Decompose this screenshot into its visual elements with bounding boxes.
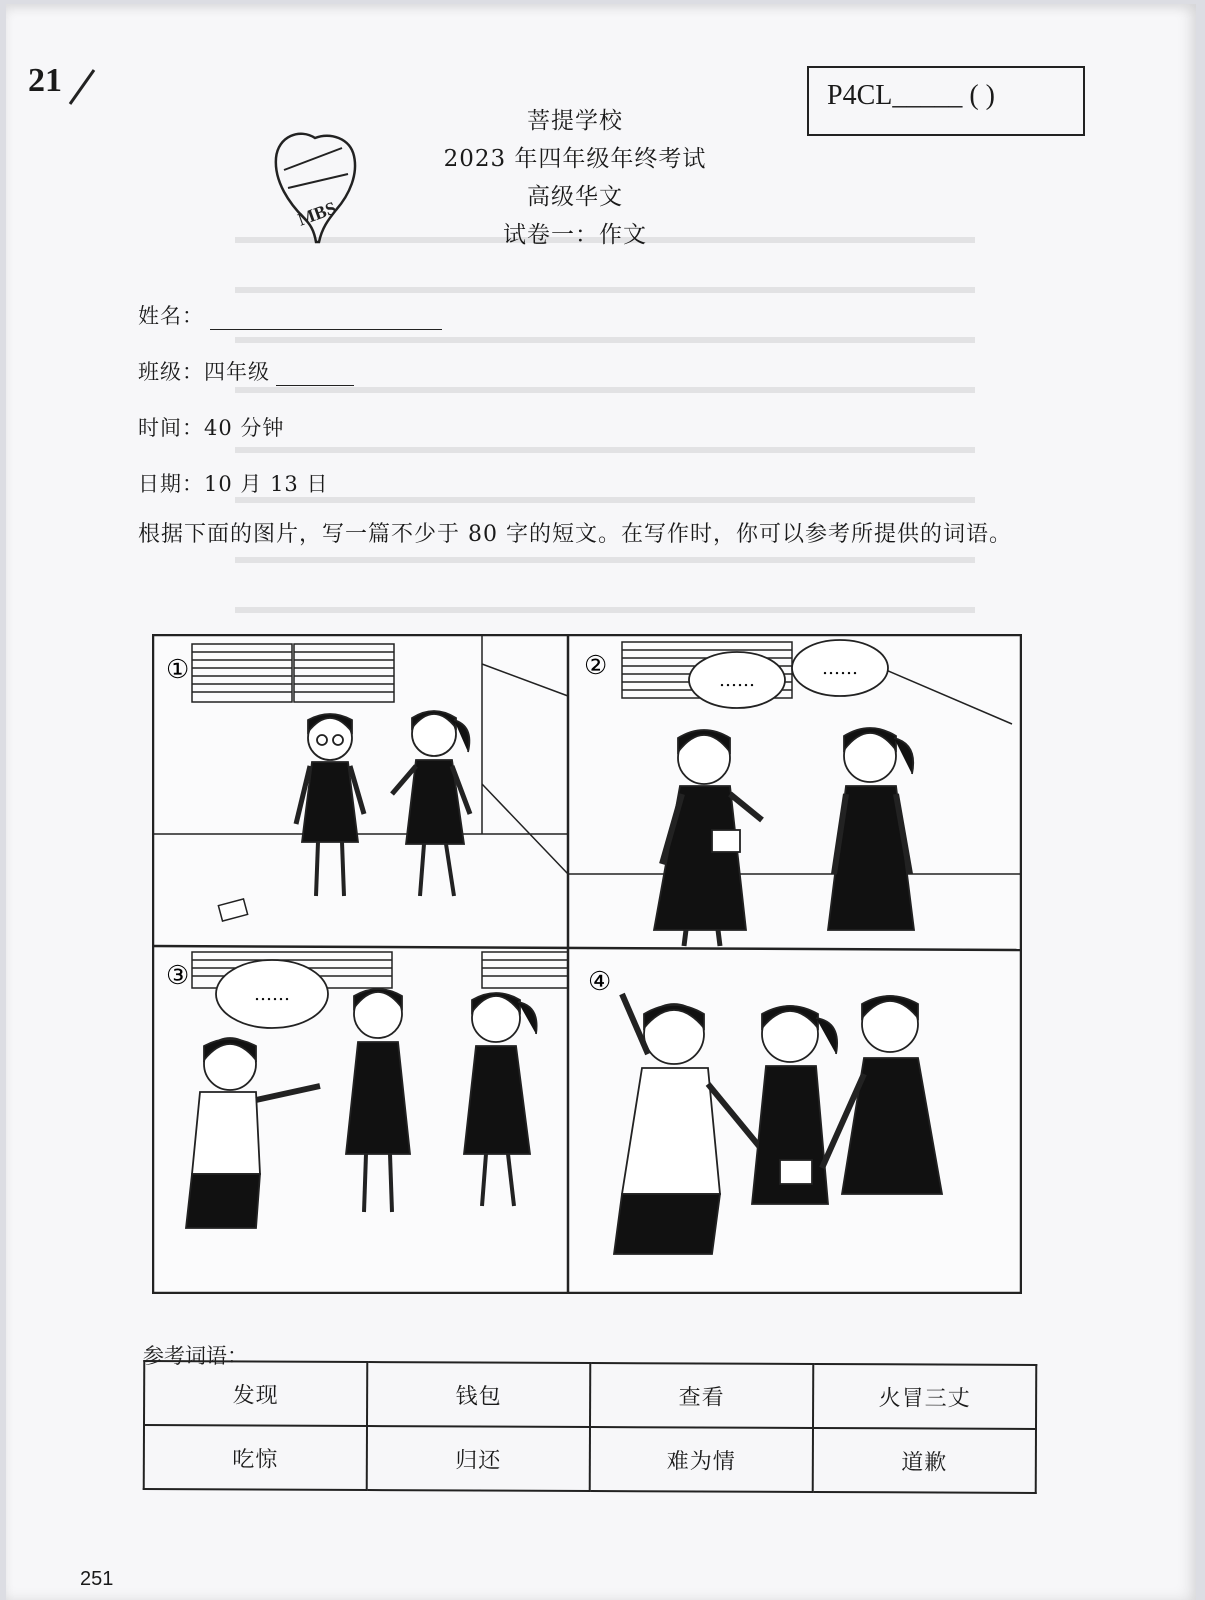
class-index-box: P4CL_____ ( ) — [807, 66, 1085, 136]
panel-1-number: ① — [166, 655, 190, 685]
name-blank — [210, 328, 442, 330]
reference-word: 吃惊 — [144, 1425, 367, 1490]
reference-word: 发现 — [144, 1361, 367, 1426]
panel-2-number: ② — [584, 651, 608, 681]
name-field — [138, 300, 442, 330]
school-name: 菩提学校 — [527, 108, 623, 134]
reference-word: 道歉 — [813, 1428, 1036, 1493]
comic-strip — [152, 634, 1022, 1294]
bubble-1-text: …… — [719, 670, 755, 691]
reference-word: 火冒三丈 — [813, 1364, 1036, 1429]
reference-words-title: 参考词语： — [143, 1344, 248, 1368]
paper-title: 试卷一：作文 — [503, 222, 647, 248]
time-field — [138, 412, 284, 442]
time-label: 时间：40 分钟 — [138, 416, 285, 440]
class-blank — [276, 384, 354, 386]
wallet-returned — [780, 1160, 812, 1184]
date-field — [138, 468, 328, 498]
reference-word: 归还 — [367, 1426, 590, 1491]
reference-word: 钱包 — [367, 1362, 590, 1427]
reference-word: 查看 — [590, 1363, 813, 1428]
class-field — [138, 356, 354, 386]
bubble-2-text: …… — [822, 658, 858, 679]
instructions: 根据下面的图片，写一篇不少于 80 字的短文。在写作时，你可以参考所提供的词语。 — [138, 522, 1012, 547]
subject-title: 高级华文 — [527, 184, 623, 210]
logo-text: MBS — [295, 197, 339, 230]
page-number: 251 — [80, 1568, 114, 1590]
score-mark: 21 — [28, 62, 62, 99]
reference-row — [144, 1361, 1036, 1429]
class-label: 班级：四年级 — [138, 360, 270, 384]
exam-title: 2023 年四年级年终考试 — [443, 146, 707, 172]
panel-3-number: ③ — [166, 961, 190, 991]
panel-4-number: ④ — [588, 967, 612, 997]
date-label: 日期：10 月 13 日 — [138, 472, 329, 496]
score-slash-mark — [64, 66, 98, 108]
reference-row — [144, 1425, 1036, 1493]
name-label: 姓名： — [138, 304, 204, 328]
bubble-3-text: …… — [254, 984, 290, 1005]
reference-words-table — [143, 1360, 1038, 1494]
reference-word: 难为情 — [590, 1427, 813, 1492]
